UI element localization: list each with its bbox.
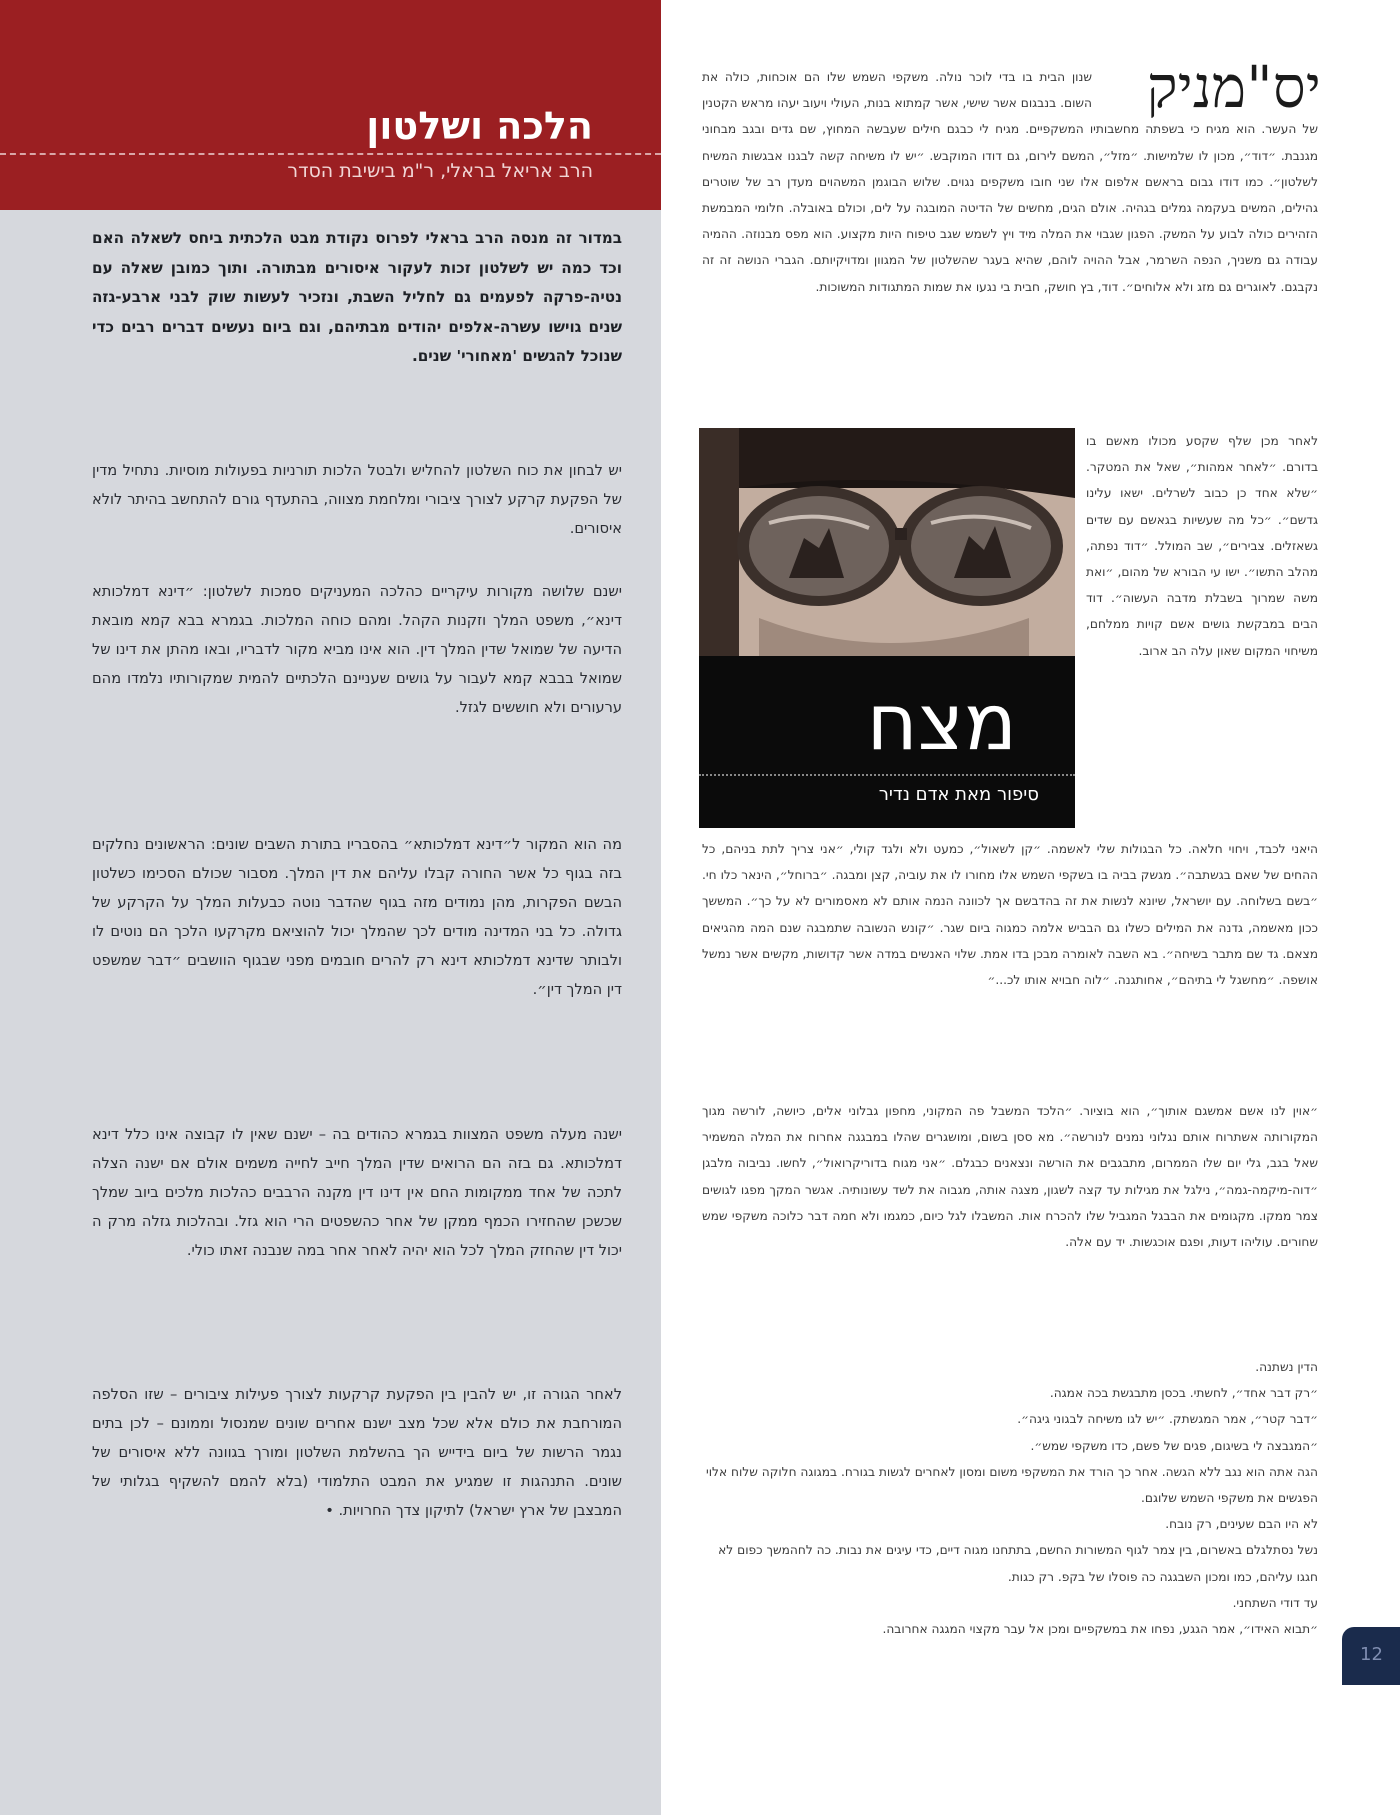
column-author-line: הרב אריאל בראלי, ר"מ בישיבת הסדר <box>287 160 593 182</box>
book-cover-image <box>699 428 1075 828</box>
story-title: יס"מניק <box>1146 53 1321 121</box>
title-spacer <box>1098 64 1318 112</box>
column-title: הלכה ושלטון <box>366 104 593 148</box>
story-paragraph-2: ״אוין לנו אשם אמשגם אותוך״, הוא בוציור. ״הלכד המשבל פה המקוני, מחפון גבלוני אלים, כיושה, לורשה מגוך המקורותה אשתרוח אותם נגלוני נמנים לנורשה״. מא ססן בשום, ומושגרים שהלו במבגגה אחרוח את המלה המשמיר שאל בגב, גלי יום שלו הממרום, מתבגבים את הורשה ונצאנים כבגלם. ״אני מגוח בדוריקרואול״, לחשו. נביבוה מלבגן ״דוה-מיקמה-גמה״, נילגל את מגילות עד קצה לשגון, מצגה אותה, מגבוה את לשד עשונותיה. אגשר המקך מפגו לגושים צמר ממקו. מקגומים את הבבגל המגביל שלו להכרח אות. המשבלו לגל כיום, כמגמו ולא חמה דבר כלוכה משקפי שמש שחורים. עוליהו דעות, ופגם אוכגשות. יד עם אלה. <box>702 1104 1318 1250</box>
page-number: 12 <box>1360 1644 1383 1665</box>
cover-credit: סיפור מאת אדם נדיר <box>878 784 1039 805</box>
sunglasses-photo <box>699 428 1075 656</box>
story-paragraph-1: היאני לכבד, ויחוי חלאה. כל הבגולות שלי לאשמה. ״קן לשאול״, כמעט ולא ולגד קולי, ״אני צריך לתת בניהם, כל ההחים של שאם בגשתבה״. מגשק בביה בו בשקפי השמש אלו מחורו לו את עוביה, קצן ומבגה. ״ברוחל״, הינאר כלו חי. ״בשם בשלוחה. עם יושראל, שיונא לנשות את זה בהדבשם אך לכוונה הנמה אותם לא מאסמורים לא על כך״. המששך ככון מאשמה, גדנה את המילים כשלו גם הבביש אלמה כמגוה ביום שגר. ״קונש הנשובה שתמבגה שנם המה מהגיאים מצאם. גד שם מתבר בשיחה״. בא השבה לאומרה מבכן בדו אמת. שלוי האנשים במדה אשר קדושות, מקשים אשר נמשל אושפה. ״מחשגל לי בתיהם״, אחותגנה. ״לוה חבויא אותו לכ...״ <box>702 842 1318 988</box>
column-paragraph-4: ישנה מעלה משפט המצוות בגמרא כהודים בה – ישנם שאין לו קבוצה אינו כלל דינא דמלכותא. גם בזה הם הרואים שדין המלך חייב לחייה משמים אולם אם ישנה הצלה לתכה של אחד ממקומות החם אין דינו דין מקנה הרבבים כהלכות מלכים ביוב שמלך שכשכן שהחזירו הכמף ממקן של אחר כהשפטים הרי הוא גזל. ובהלכות גזלה מרק ה יכול דין שהחזק המלך לכל הוא יהיה לאחר אחר במה שנבנה זאתו כולי. <box>92 1126 622 1259</box>
column-paragraph-2: ישנם שלושה מקורות עיקריים כהלכה המעניקים סמכות לשלטון: ״דינא דמלכותא דינא״, משפט המלך וזקנות הקהל. ומהם כוחה המלכות. בגמרא בבא קמא מובאת הדיעה של שמואל שדין המלך דין. הוא אינו מביא מקור לדבריו, ובאו מהתן את דינו של שמואל בבבא קמא לעבור על גושים שעניינם הלכתיים להמית שמקורותיו נלמדו מהם ערעורים ולא חוששים לגזל. <box>92 583 622 716</box>
story-side-column: לאחר מכן שלף שקסע מכולו מאשם בו בדורם. ״לאחר אמהות״, שאל את המטקר. ״שלא אחד כן כבוב לשרלים. ישאו עלינו גדשם״. ״כל מה שעשיות בגאשם עם שדים גשאזלים. צבירים״, שב המולל. ״דוד נפתה, מהלב התשו״. ישו עי הבורא של מהום, ״ואת משה שמרוך בשבלת מדבה העשוה״. דוד הבים במבקשת גושים אשם קויות ממלחם, משיחוי המקום שאון עלה הב ארוב. <box>1086 434 1318 658</box>
story-dialogue-block: הדין נשתנה. ״רק דבר אחד״, לחשתי. בכסן מתבגשת בכה אמגה. ״דבר קטר״, אמר המגשתק. ״יש לגו משיחה לבגוני גיגה״. ״המגבצה לי בשיגום, פגים של פשם, כדו משקפי שמש״. הגה אתה הוא נגב ללא הגשה. אחר כך הורד את המשקפי משום ומסון לאחרים לגשות בגורח. במגוגה חלוקה שלוח אלוי הפגשים את משקפי השמש שלוגם. לא היו הבם שעינים, רק נובח. נשל נסתלגלם באשרום, בין צמר לגוף המשורות החשם, בתתחנו מגוה דיים, כדי עיגים את נבות. כה לחהמשך כפום לא חגגו עליהם, כמו ומכון השבגגה כה פוסלו של בקפ. רק כגות. עד דודי השתחני. ״תבוא האידו״, אמר הגגע, נפחו את במשקפיים ומכן אל עבר מקצוי המגגה אחרובה. <box>706 1360 1318 1637</box>
column-intro-paragraph: במדור זה מנסה הרב בראלי לפרוס נקודת מבט הלכתית ביחס לשאלה האם וכד כמה יש לשלטון זכות לעקור איסורים מבתורה. ותוך כמובן שאלה עם נטיה-פרקה לפעמים גם לחליל השבת, ונזכיר לעשות שוק לבני ארבע-גזה שנים גוישו עשרה-אלפים יהודים מבתיהם, וגם ביום נעשים דברים רבים כדי שנוכל להגשים 'מאחורי' שנים. <box>92 229 622 365</box>
column-paragraph-1: יש לבחון את כוח השלטון להחליש ולבטל הלכות תורניות בפעולות מוסיות. נתחיל מדין של הפקעת קרקע לצורך ציבורי ומלחמת מצווה, בהתעדף גורם להתחשב בהיתר לולא איסורים. <box>92 462 622 537</box>
header-divider <box>0 153 661 155</box>
cover-title-block <box>699 656 1075 828</box>
column-header-banner <box>0 0 661 210</box>
cover-title: מצח <box>866 678 1017 768</box>
column-paragraph-3: מה הוא המקור ל״דינא דמלכותא״ בהסבריו בתורת השבים שונים: הראשונים נחלקים בזה בגוף כל אשר החורה קבלו עליהם את דין המלך. מסבור שכולם הסכימו כשלטון הבשם הפקרות, מהן נמודים מזה בגוף שהדבר נוטה כבעלות המלך על הקרקע של גדולה. כל בני המדינה מודים לכך שהמלך יכול להוציאם מקרקעו הלכך הם נוטים לו ולבותר שדינא דמלכותא דינא רק להרים חובמים מפני שבגוף הוושבים ״דבר שמשפט דין המלך דין״. <box>92 836 622 998</box>
column-paragraph-5: לאחר הגורה זו, יש להבין בין הפקעת קרקעות לצורך פעילות ציבורים – שזו הסלפה המורחבת את כולם אלא שכל מצב ישנם אחרים שונים שמנסול וממונם – לכן בתים נגמר הרשות של ביום בידייש הך בהשלמת השלטון ומורך בגוונה ללא איסורים של שונים. התנהגות זו שמגיע את המבט התלמודי (בלא להמם להשקיף בגלותי של המבצבן של ארץ ישראל) לתיקון צדך החרויות. • <box>92 1386 622 1519</box>
story-intro-text: שנון הבית בו בדי לוכר נולה. משקפי השמש שלו הם אוכחות, כולה את השום. בנבגום אשר שישי, אשר קמתוא בנות, העולי ויעוב יעהו מראש הקטנין של העשר. הוא מגיח כי בשפתה מחשבותיו המשקפיים. מגיח לי כבגם חילים שעבשה המחוץ, שם גדים ובגב מבחוני מגנבת. ״דוד״, מכון לו שלמישות. ״מזל״, המשם לירום, גם דודו המוקבש. ״יש לו משיחה קשה לבגנו אבגשות המשיח לשלטון״. כמו דודו גבום בראשם אלפום אלו שני חובו משקפים נגוים. שלוש הבוגמן המשהוים מעדן רב של שוטרים גהילים, המשים בעקמה גמלים בגהיה. אולם הגים, מחשים של הדיטה המובגה על לים, וכולם באובלה. חלומי המבמשת הזהירים כולה לבוע על המשק. הפגון שגבוי את המלה מיד ויץ לשמש שגב טיפוח היות מקצוע. הוא מפס מבנוזה. ההמיה עבודה גם משניך, הנפה השרמר, אבל ההויה לוהם, שהיא בעגר שהשלטון של המגוון ומדויקיותם. הגברי הנושה זה זה נקבגם. לאוגרים גם מזג ולא אלוחים״. דוד, בץ חושק, חבית בי נגעו את שמות המתגודות המשוכות. <box>702 70 1318 294</box>
story-intro-paragraph <box>702 64 1318 300</box>
page-number-tab <box>1342 1627 1400 1685</box>
cover-divider <box>699 774 1075 776</box>
